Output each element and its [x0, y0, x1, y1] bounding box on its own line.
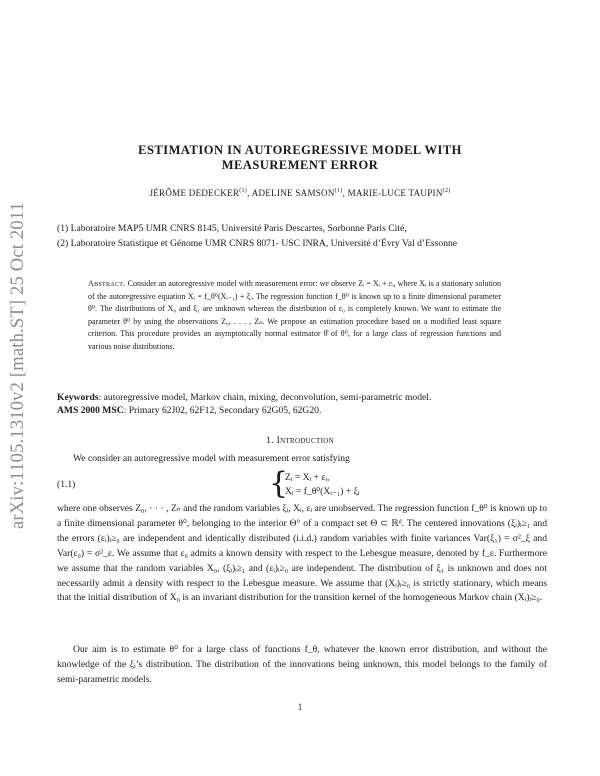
author-list: JÉRÔME DEDECKER$^{(1)}$, ADELINE SAMSON$^{(1)}$, MARIE-LUCE TAUPIN$^{(2)}$ [149, 188, 451, 198]
keywords-text: : autoregressive model, Markov chain, mixing, deconvolution, semi-parametric model. [98, 392, 432, 403]
abstract-label: Abstract. [88, 279, 126, 288]
intro-paragraph: We consider an autoregressive model with measurement error satisfying [73, 453, 350, 464]
author-affiliation-mark: (1) [334, 188, 343, 194]
equation-line-1: Zᵢ = Xᵢ + εᵢ, [285, 472, 330, 483]
abstract [88, 278, 501, 354]
msc-label: AMS 2000 MSC [57, 405, 124, 416]
body-paragraph-2: where one observes Z₀, · · · , Zₙ and the random variables ξᵢ, Xᵢ, εᵢ are unobserved. The regression function f_θ⁰ is known up to a finite dimensional parameter θ⁰, belonging to the interior Θ° of a compact set Θ ⊂ ℝᵈ. The centered innovations (ξᵢ)ᵢ≥₁ and the errors (εᵢ)ᵢ≥₀ are independent and identically distributed (i.i.d.) random variables with finite variances Var(ξ₁) = σ²_ξ and Var(ε₀) = σ²_ε. We assume that ε₀ admits a known density with respect to the Lebesgue measure, denoted by f_ε. Furthermore we assume that the random variables X₀, (ξᵢ)ᵢ≥₁ and (εᵢ)ᵢ≥₀ are independent. The distribution of ξ₁ is unknown and does not necessarily admit a density with respect to the Lebesgue measure. We assume that (Xᵢ)ᵢ≥₀ is strictly stationary, which means that the initial distribution of X₀ is an invariant distribution for the transition kernel of the homogeneous Markov chain (Xᵢ)ᵢ≥₀. [57, 503, 547, 604]
author-name: MARIE-LUCE TAUPIN [347, 188, 443, 198]
author-name: JÉRÔME DEDECKER [149, 188, 240, 198]
author-name: ADELINE SAMSON [251, 188, 335, 198]
author-affiliation-mark: (1) [239, 188, 248, 194]
equation-line-2: Xᵢ = f_θ⁰(Xᵢ₋₁) + ξᵢ [285, 486, 360, 497]
arxiv-sidebar-stamp [2, 170, 36, 560]
author-affiliation-mark: (2) [442, 188, 451, 194]
affiliation-2: (2) Laboratoire Statistique et Génome UMR CNRS 8071- USC INRA, Université d’Évry Val d’Essonne [57, 238, 458, 249]
body-paragraph-3: Our aim is to estimate θ⁰ for a large class of functions f_θ, whatever the known error distribution, and without the knowledge of the ξᵢ’s distribution. The distribution of the innovations being unknown, this model belongs to the family of semi-parametric models. [57, 644, 547, 685]
equation-number: (1.1) [57, 479, 76, 490]
equation-1-1 [57, 466, 547, 502]
affiliation-1: (1) Laboratoire MAP5 UMR CNRS 8145, Université Paris Descartes, Sorbonne Paris Cité, [57, 223, 407, 234]
paper-title-line2: MEASUREMENT ERROR [221, 158, 379, 172]
arxiv-id: arXiv:1105.1310v2 [math.ST] 25 Oct 2011 [8, 201, 29, 529]
msc-text: : Primary 62J02, 62F12, Secondary 62G05, 62G20. [123, 405, 322, 416]
msc-line [57, 404, 547, 417]
abstract-text: Consider an autoregressive model with measurement error: we observe Zᵢ = Xᵢ + εᵢ, where Xᵢ is a stationary solution of the autoregressive equation Xᵢ = f_θ⁰(Xᵢ₋₁) + ξᵢ. The regression function f_θ⁰ is known up to a finite dimensional parameter θ⁰. The distributions of X₀ and ξ₁ are unknown whereas the distribution of ε₀ is completely known. We want to estimate the parameter θ⁰ by using the observations Z₀, . . . , Zₙ. We propose an estimation procedure based on a modified least square criterion. This procedure provides an asymptotically normal estimator θ̂ of θ⁰, for a large class of regression functions and various noise distributions. [88, 279, 502, 351]
left-brace-glyph: { [269, 466, 289, 501]
section-heading: 1. Introduction [266, 435, 334, 446]
keywords-label: Keywords [57, 392, 99, 403]
paper-title-line1: ESTIMATION IN AUTOREGRESSIVE MODEL WITH [138, 143, 462, 157]
keywords-line [57, 391, 547, 404]
page-number: 1 [297, 702, 303, 712]
